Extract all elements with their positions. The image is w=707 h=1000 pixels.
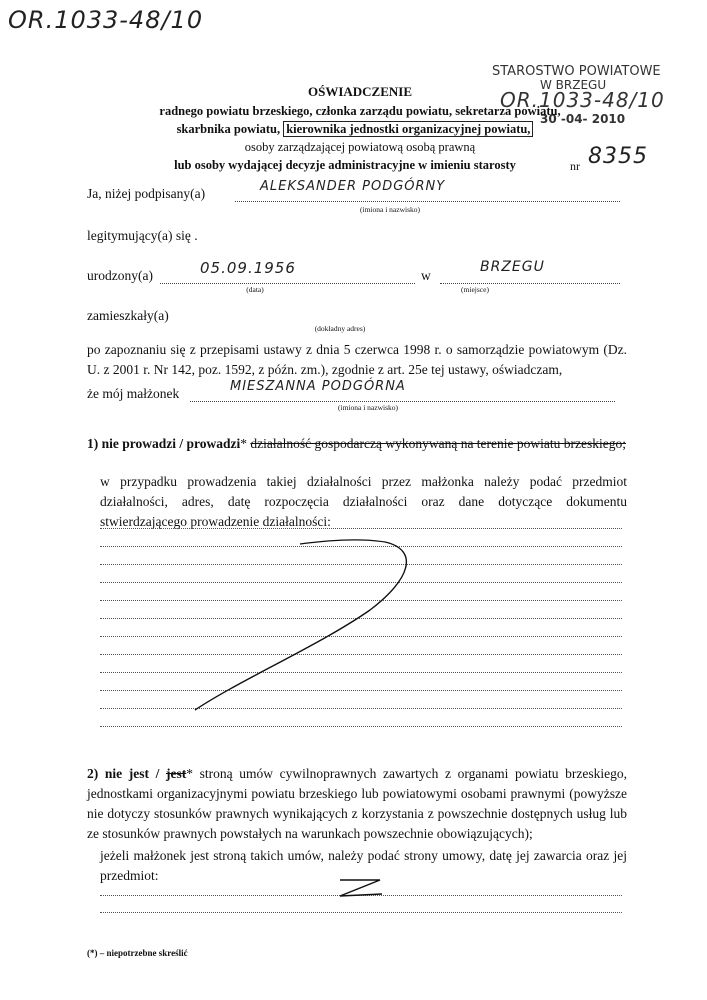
cancel-small-z-stroke xyxy=(330,874,390,904)
answer-line[interactable] xyxy=(100,912,622,913)
section1-strike: działalność gospodarczą wykonywaną na terenie powiatu brzeskiego; xyxy=(250,436,626,451)
footnote: (*) – niepotrzebne skreślić xyxy=(87,948,188,958)
spouse-value: MIESZANNA PODGÓRNA xyxy=(230,379,406,394)
nr-value: 8355 xyxy=(588,144,648,169)
section2-text: 2) nie jest / jest* stroną umów cywilnoprawnych zawartych z organami powiatu brzeskiego, jednostkami organizacyjnymi powiatu brzeskiego lub powiatowymi osobami prawnymi (powyższe nie dotyczy stosunków prawnych wynikających z korzystania z powszechnie dostępnych usług lub ze stosunków prawnych powstałych na warunkach powszechnie obowiązujących); xyxy=(87,766,627,841)
subtitle-line1: radnego powiatu brzeskiego, członka zarządu powiatu, sekretarza powiatu, xyxy=(159,104,561,118)
signatory-value: ALEKSANDER PODGÓRNY xyxy=(260,179,446,194)
born-date-caption: (data) xyxy=(246,285,264,294)
nr-label: nr xyxy=(570,159,580,173)
subtitle-line2 xyxy=(95,120,615,138)
born-place-caption: (miejsce) xyxy=(461,285,489,294)
subtitle-line2a: skarbnika powiatu, xyxy=(176,122,281,136)
signatory-label: Ja, niżej podpisany(a) xyxy=(87,186,206,201)
born-label: urodzony(a) xyxy=(87,268,153,283)
stamp-date: 30 -04- 2010 xyxy=(540,112,626,126)
stamp-city: W BRZEGU xyxy=(540,78,607,92)
document-title: OŚWIADCZENIE xyxy=(307,84,413,99)
born-in-label: w xyxy=(421,268,431,283)
born-date: 05.09.1956 xyxy=(200,259,296,277)
section1-bold: nie prowadzi / prowadzi xyxy=(101,436,241,451)
born-date-field[interactable] xyxy=(160,259,415,284)
section2-strike: jest xyxy=(166,766,187,781)
section2-body2: jeżeli małżonek jest stroną takich umów, należy podać strony umowy, datę jej zawarcia oraz jej przedmiot: xyxy=(100,848,627,883)
section1-body: w przypadku prowadzenia takiej działalności przez małżonka należy podać przedmiot działalności, adres, datę rozpoczęcia działalności oraz dane dotyczące dokumentu stwierdzającego prowadzenie działalności: xyxy=(100,474,627,529)
section1-header: 1) nie prowadzi / prowadzi* działalność gospodarczą wykonywaną na terenie powiatu brzeskiego; xyxy=(87,436,626,451)
subtitle-line4: lub osoby wydającej decyzje administracyjne w imieniu starosty xyxy=(174,158,516,172)
spouse-field[interactable] xyxy=(190,379,615,402)
residence-caption: (dokładny adres) xyxy=(314,324,366,333)
born-place: BRZEGU xyxy=(480,259,545,275)
section2-body1: stroną umów cywilnoprawnych zawartych z organami powiatu brzeskiego, jednostkami organizacyjnymi powiatu brzeskiego lub powiatowymi osobami prawnymi (powyższe nie dotyczy stosunków prawnych wynikających z korzystania z powszechnie dostępnych usług lub ze stosunków prawnych powstałych na warunkach powszechnie obowiązujących); xyxy=(87,766,627,841)
section2-number: 2) xyxy=(87,766,99,781)
answer-line[interactable] xyxy=(100,726,622,727)
stamp-office: STAROSTWO POWIATOWE xyxy=(492,64,661,79)
spouse-label: że mój małżonek xyxy=(87,386,180,401)
subtitle-line3: osoby zarządzającej powiatową osobą prawną xyxy=(244,140,476,154)
residence-label: zamieszkały(a) xyxy=(87,308,169,323)
born-place-field[interactable] xyxy=(440,259,620,284)
section2-bold: nie jest / xyxy=(104,766,160,781)
section1-number: 1) xyxy=(87,436,99,451)
id-label: legitymujący(a) się . xyxy=(87,228,198,243)
signatory-caption: (imiona i nazwisko) xyxy=(360,205,420,214)
handwritten-reg-number: OR.1033-48/10 xyxy=(8,6,204,34)
subtitle-line2b: kierownika jednostki organizacyjnej powiatu, xyxy=(283,121,533,137)
statute-text: po zapoznaniu się z przepisami ustawy z dnia 5 czerwca 1998 r. o samorządzie powiatowym (Dz. U. z 2001 r. Nr 142, poz. 1592, z późn. zm.), zgodnie z art. 25e tej ustawy, oświadczam, xyxy=(87,342,627,377)
spouse-caption: (imiona i nazwisko) xyxy=(338,403,398,412)
signatory-field[interactable] xyxy=(235,179,620,202)
cancel-z-stroke xyxy=(180,520,460,720)
stamp-reg-number: OR.1033-48/10 xyxy=(500,88,665,112)
